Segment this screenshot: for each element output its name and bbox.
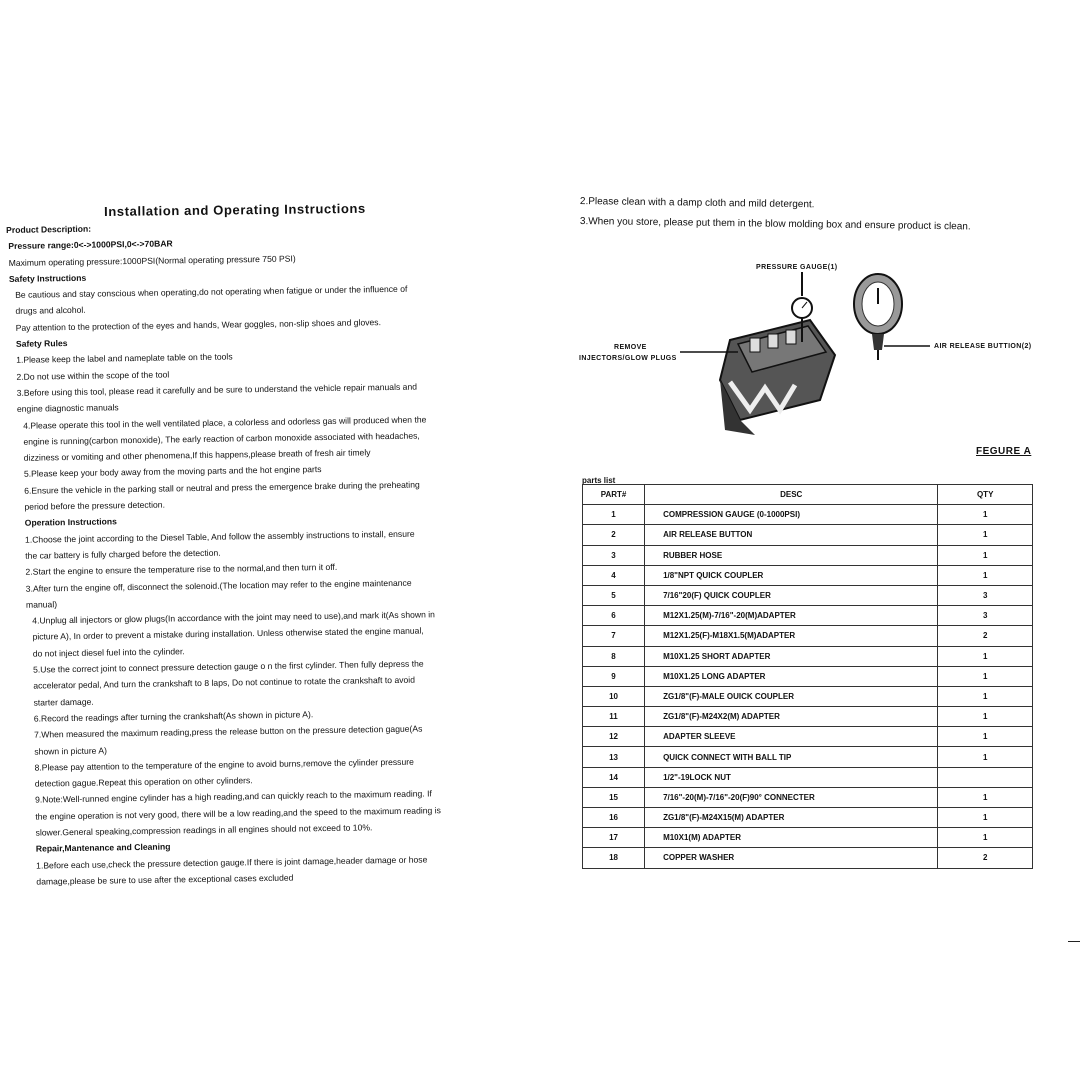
text-line: manual) [25, 599, 58, 610]
cell-part: 3 [583, 545, 645, 565]
instruction-3: 3.When you store, please put them in the blow molding box and ensure product is clean. [579, 216, 971, 233]
cell-qty: 1 [938, 686, 1033, 706]
engine-diagram [580, 260, 1050, 440]
table-row [583, 626, 1033, 646]
pressure-gauge-icon [854, 274, 902, 360]
cell-part: 7 [583, 626, 645, 646]
cell-part: 6 [583, 606, 645, 626]
cell-desc: ADAPTER SLEEVE [645, 727, 938, 747]
table-row [583, 808, 1033, 828]
cell-desc: ZG1/8"(F)-M24X2(M) ADAPTER [645, 707, 938, 727]
table-row [583, 828, 1033, 848]
table-row [583, 545, 1033, 565]
label-air-release-button: AIR RELEASE BUTTION(2) [934, 343, 1032, 350]
table-row [583, 747, 1033, 767]
parts-table [582, 484, 1033, 869]
text-line: 8.Please pay attention to the temperature of the engine to avoid burns,remove the cylinder pressure [34, 756, 414, 773]
text-line: shown in picture A) [34, 744, 107, 757]
cell-part: 1 [583, 505, 645, 525]
cell-part: 12 [583, 727, 645, 747]
cell-qty: 2 [938, 848, 1033, 868]
text-line: starter damage. [33, 696, 94, 708]
text-line: do not inject diesel fuel into the cylinder. [32, 645, 185, 659]
text-line: engine is running(carbon monoxide), The early reaction of carbon monoxide associated with headaches, [23, 430, 420, 447]
cell-part: 8 [583, 646, 645, 666]
cell-part: 15 [583, 787, 645, 807]
cell-qty: 1 [938, 565, 1033, 585]
text-line: slower.General speaking,compression readings in all engines should not exceed to 10%. [35, 822, 373, 838]
cell-qty: 1 [938, 727, 1033, 747]
text-line: 1.Please keep the label and nameplate table on the tools [16, 351, 233, 366]
cell-part: 13 [583, 747, 645, 767]
cell-part: 18 [583, 848, 645, 868]
table-row [583, 767, 1033, 787]
cell-qty: 2 [938, 626, 1033, 646]
heading-repair-maintenance: Repair,Mantenance and Cleaning [35, 841, 171, 854]
header-desc: DESC [645, 485, 938, 505]
text-line: dizziness or vomiting and other phenomena,If this happens,please breath of fresh air timely [23, 447, 371, 463]
text-line: Be cautious and stay conscious when operating,do not operating when fatigue or under the influence of [15, 283, 408, 301]
cell-part: 10 [583, 686, 645, 706]
heading-safety-rules: Safety Rules [15, 338, 68, 349]
table-row [583, 646, 1033, 666]
text-line: 7.When measured the maximum reading,press the release button on the pressure detection gague(As [33, 723, 423, 740]
instructions-text [6, 214, 516, 890]
cell-qty: 1 [938, 808, 1033, 828]
cell-qty: 1 [938, 747, 1033, 767]
cell-desc: COPPER WASHER [645, 848, 938, 868]
text-line: 3.Before using this tool, please read it carefully and be sure to understand the vehicle repair manuals and [16, 381, 418, 398]
cell-desc: ZG1/8"(F)-MALE OUICK COUPLER [645, 686, 938, 706]
cell-part: 2 [583, 525, 645, 545]
cell-desc: ZG1/8"(F)-M24X15(M) ADAPTER [645, 808, 938, 828]
label-injectors-glow-plugs: INJECTORS/GLOW PLUGS [579, 355, 677, 362]
text-line: Pay attention to the protection of the eyes and hands, Wear goggles, non-slip shoes and gloves. [15, 316, 382, 333]
cell-qty: 1 [938, 646, 1033, 666]
text-line: 2.Start the engine to ensure the temperature rise to the normal,and then turn it off. [25, 562, 338, 577]
text-line: picture A), In order to prevent a mistake during installation. Unless otherwise stated the engine manual, [32, 625, 424, 643]
cell-qty: 1 [938, 505, 1033, 525]
text-line: 1.Choose the joint according to the Diesel Table, And follow the assembly instructions to install, ensure [24, 528, 415, 545]
instruction-2: 2.Please clean with a damp cloth and mild detergent. [579, 196, 815, 211]
text-line: 5.Use the correct joint to connect pressure detection gauge o n the first cylinder. Then fully depress the [32, 658, 424, 675]
table-row [583, 666, 1033, 686]
table-row [583, 707, 1033, 727]
label-pressure-gauge: PRESSURE GAUGE(1) [756, 264, 838, 271]
cell-desc: COMPRESSION GAUGE (0-1000PSI) [645, 505, 938, 525]
table-row [583, 505, 1033, 525]
text-line: 6.Ensure the vehicle in the parking stall or neutral and press the emergence brake during the preheating [24, 479, 420, 496]
instructions-title: Installation and Operating Instructions [104, 200, 366, 219]
text-line: damage,please be sure to use after the exceptional cases excluded [36, 872, 294, 887]
table-header-row [583, 485, 1033, 505]
cell-qty: 1 [938, 545, 1033, 565]
cell-part: 4 [583, 565, 645, 585]
text-line: the car battery is fully charged before the detection. [25, 547, 221, 561]
text-line: detection gague.Repeat this operation on other cylinders. [34, 775, 253, 789]
cell-desc: M12X1.25(M)-7/16"-20(M)ADAPTER [645, 606, 938, 626]
cell-qty: 1 [938, 525, 1033, 545]
cell-part: 17 [583, 828, 645, 848]
cell-desc: M10X1.25 LONG ADAPTER [645, 666, 938, 686]
heading-operation-instructions: Operation Instructions [24, 516, 117, 529]
engine-block-icon [720, 320, 835, 435]
parts-body [583, 505, 1033, 868]
cell-desc: M10X1.25 SHORT ADAPTER [645, 646, 938, 666]
text-line: 9.Note:Well-runned engine cylinder has a high reading,and can quickly reach to the maximum reading. If [35, 788, 432, 806]
text-line: 6.Record the readings after turning the crankshaft(As shown in picture A). [33, 709, 314, 724]
heading-product-description: Product Description: [6, 223, 92, 235]
table-row [583, 525, 1033, 545]
header-qty: QTY [938, 485, 1033, 505]
table-row [583, 686, 1033, 706]
cell-desc: QUICK CONNECT WITH BALL TIP [645, 747, 938, 767]
cell-qty: 1 [938, 828, 1033, 848]
cell-desc: AIR RELEASE BUTTON [645, 525, 938, 545]
text-line: 1.Before each use,check the pressure detection gauge.If there is joint damage,header damage or hose [36, 854, 428, 871]
cell-qty: 1 [938, 666, 1033, 686]
text-line: the engine operation is not very good, there will be a low reading,and the speed to the maximum reading is [35, 804, 441, 822]
cell-part: 9 [583, 666, 645, 686]
header-part: PART# [583, 485, 645, 505]
table-row [583, 727, 1033, 747]
table-row [583, 565, 1033, 585]
text-line: 5.Please keep your body away from the moving parts and the hot engine parts [23, 464, 322, 480]
table-row [583, 848, 1033, 868]
text-line: Pressure range:0<->1000PSI,0<->70BAR [8, 238, 173, 252]
text-line: 4.Unplug all injectors or glow plugs(In accordance with the joint may need to use),and mark it(As shown in [32, 609, 435, 626]
table-row [583, 787, 1033, 807]
cell-qty: 3 [938, 585, 1033, 605]
table-row [583, 585, 1033, 605]
cell-desc: 1/8"NPT QUICK COUPLER [645, 565, 938, 585]
label-remove: REMOVE [614, 344, 647, 351]
cell-desc: RUBBER HOSE [645, 545, 938, 565]
text-line: 4.Please operate this tool in the well ventilated place, a colorless and odorless gas will produced when the [23, 413, 427, 431]
figure-caption: FEGURE A [976, 446, 1032, 457]
text-line: 2.Do not use within the scope of the tool [16, 369, 170, 382]
text-line: engine diagnostic manuals [16, 402, 119, 415]
text-line: 3.After turn the engine off, disconnect the solenoid.(The location may refer to the engine maintenance [25, 577, 412, 594]
text-line: drugs and alcohol. [15, 305, 86, 317]
cell-part: 16 [583, 808, 645, 828]
cell-part: 14 [583, 767, 645, 787]
cell-part: 5 [583, 585, 645, 605]
text-line: period before the pressure detection. [24, 499, 166, 512]
cell-qty: 3 [938, 606, 1033, 626]
table-row [583, 606, 1033, 626]
cell-part: 11 [583, 707, 645, 727]
cell-qty: 1 [938, 707, 1033, 727]
cell-desc: 1/2"-19LOCK NUT [645, 767, 938, 787]
cell-desc: M12X1.25(F)-M18X1.5(M)ADAPTER [645, 626, 938, 646]
cell-desc: 7/16"20(F) QUICK COUPLER [645, 585, 938, 605]
text-line: Maximum operating pressure:1000PSI(Normal operating pressure 750 PSI) [8, 253, 296, 268]
text-line: accelerator pedal, And turn the crankshaft to 8 laps, Do not continue to rotate the crankshaft to avoid [33, 674, 416, 691]
cell-desc: M10X1(M) ADAPTER [645, 828, 938, 848]
cell-qty [938, 767, 1033, 787]
edge-mark [1068, 941, 1080, 942]
cell-desc: 7/16"-20(M)-7/16"-20(F)90° CONNECTER [645, 787, 938, 807]
heading-safety-instructions: Safety Instructions [8, 272, 87, 284]
cell-qty: 1 [938, 787, 1033, 807]
parts-list-caption: parts list [582, 476, 616, 485]
